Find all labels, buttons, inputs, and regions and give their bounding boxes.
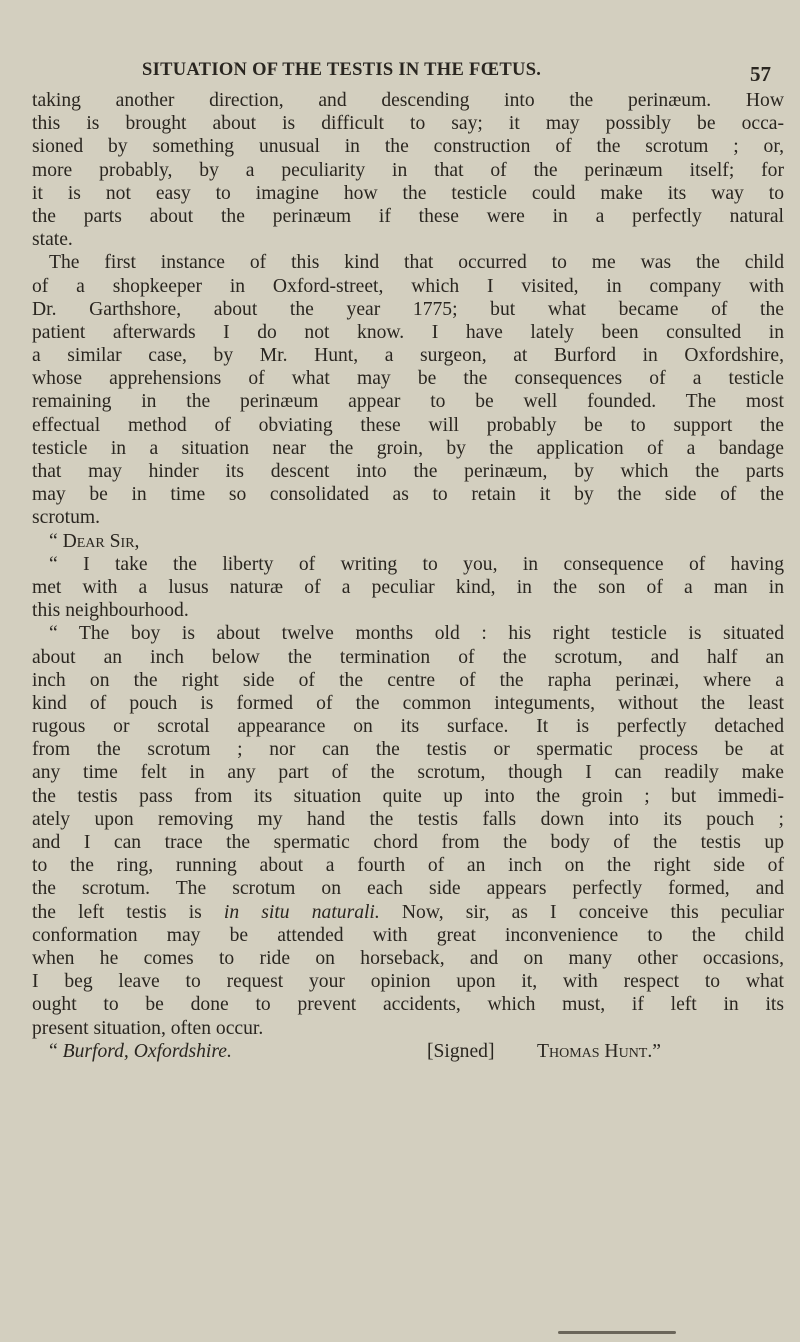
text-segment: a similar case, by Mr. Hunt, a surgeon, at Burford in Oxfordshire, [32,345,784,367]
text-line [32,483,784,506]
text-line [32,182,784,205]
text-segment: “ The boy is about twelve months old : his right testicle is situated [49,623,784,645]
text-line [32,993,784,1016]
text-line [32,692,784,715]
text-segment: taking another direction, and descending into the perinæum. How [32,90,784,111]
text-line [32,808,784,831]
text-segment: “ [49,530,63,552]
text-segment: rugous or scrotal appearance on its surface. It is perfectly detached [32,716,784,738]
text-segment: to the ring, running about a fourth of an inch on the right side of [32,855,784,877]
text-segment: the parts about the perinæum if these were in a perfectly natural [32,205,784,227]
text-segment: effectual method of obviating these will probably be to support the [32,414,784,436]
text-line [32,622,784,645]
body-text [32,89,784,1063]
text-line [32,669,784,692]
text-segment: ately upon removing my hand the testis falls down into its pouch ; [32,808,784,830]
text-segment: inch on the right side of the centre of the rapha perinæi, where a [32,669,784,691]
text-line [32,506,784,529]
text-line [32,437,784,460]
text-line [32,576,784,599]
text-line [32,251,784,274]
text-line [32,89,784,112]
text-segment: testicle in a situation near the groin, by the application of a bandage [32,437,784,459]
signed-label: [Signed] [427,1040,495,1062]
text-segment: state. [32,229,73,251]
paragraph [32,553,784,623]
text-segment: remaining in the perinæum appear to be well founded. The most [32,391,784,413]
signature-place [49,1040,427,1063]
text-line [32,924,784,947]
scan-mark [558,1331,676,1334]
paragraph [32,89,784,251]
paragraphs [32,89,784,1040]
paragraph [32,530,784,553]
place-text: Burford, Oxfordshire. [62,1040,232,1062]
text-segment: Now, sir, as I conceive this peculiar [379,901,784,923]
text-line [32,646,784,669]
text-segment: this is brought about is difficult to say; it may possibly be occa- [32,113,784,135]
text-line [32,344,784,367]
text-segment: may be in time so consolidated as to retain it by the side of the [32,484,784,506]
text-segment: and I can trace the spermatic chord from the body of the testis up [32,832,784,853]
text-segment: met with a lusus naturæ of a peculiar kind, in the son of a man in [32,576,784,598]
text-line [32,390,784,413]
text-line [32,901,784,924]
text-line [32,970,784,993]
text-segment: sioned by something unusual in the construction of the scrotum ; or, [32,136,784,158]
text-line [32,553,784,576]
signature-line [32,1040,784,1063]
text-line [32,877,784,900]
text-line [32,831,784,854]
text-segment: the testis pass from its situation quite up into the groin ; but immedi- [32,785,784,807]
text-line [32,715,784,738]
text-segment: The first instance of this kind that occurred to me was the child [49,252,784,274]
text-line [32,205,784,228]
text-line [32,460,784,483]
text-segment: present situation, often occur. [32,1017,264,1039]
paragraph [32,251,784,529]
text-segment: from the scrotum ; nor can the testis or spermatic process be at [32,739,784,761]
paragraph [32,622,784,1039]
text-line [32,367,784,390]
text-segment: this neighbourhood. [32,600,189,622]
text-line [32,159,784,182]
text-line [32,599,784,622]
text-segment: it is not easy to imagine how the testicle could make its way to [32,182,784,204]
text-segment: any time felt in any part of the scrotum, though I can readily make [32,762,784,784]
text-line [32,761,784,784]
text-line [32,321,784,344]
text-segment: Dear Sir, [62,530,140,552]
open-quote: “ [49,1040,63,1062]
page-number: 57 [750,62,771,86]
text-line [32,275,784,298]
text-segment: when he comes to ride on horseback, and on many other occasions, [32,947,784,969]
text-line [32,854,784,877]
text-segment: about an inch below the termination of the scrotum, and half an [32,646,784,668]
text-segment: more probably, by a peculiarity in that of the perinæum itself; for [32,159,784,181]
text-segment: scrotum. [32,507,101,529]
text-line [32,530,784,553]
text-segment: of a shopkeeper in Oxford-street, which I visited, in company with [32,275,784,297]
text-line [32,1017,784,1040]
text-line [32,298,784,321]
running-title: SITUATION OF THE TESTIS IN THE FŒTUS. [142,60,542,80]
text-segment: that may hinder its descent into the perinæum, by which the parts [32,461,784,482]
text-segment: in situ naturali. [223,901,380,923]
text-line [32,228,784,251]
text-line [32,414,784,437]
page-header [0,60,800,86]
text-segment: patient afterwards I do not know. I have lately been consulted in [32,321,784,343]
text-segment: conformation may be attended with great inconvenience to the child [32,924,784,946]
text-line [32,738,784,761]
text-segment: whose apprehensions of what may be the consequences of a testicle [32,368,784,390]
text-segment: “ I take the liberty of writing to you, in consequence of having [49,553,784,575]
signer-name: Thomas Hunt.” [537,1040,661,1062]
text-line [32,947,784,970]
text-segment: Dr. Garthshore, about the year 1775; but what became of the [32,298,784,320]
text-line [32,135,784,158]
text-segment: I beg leave to request your opinion upon it, with respect to what [32,971,784,993]
text-segment: ought to be done to prevent accidents, which must, if left in its [32,994,784,1016]
text-segment: kind of pouch is formed of the common integuments, without the least [32,692,784,714]
text-segment: the scrotum. The scrotum on each side appears perfectly formed, and [32,878,784,900]
text-line [32,112,784,135]
text-line [32,785,784,808]
text-segment: the left testis is [32,901,224,923]
